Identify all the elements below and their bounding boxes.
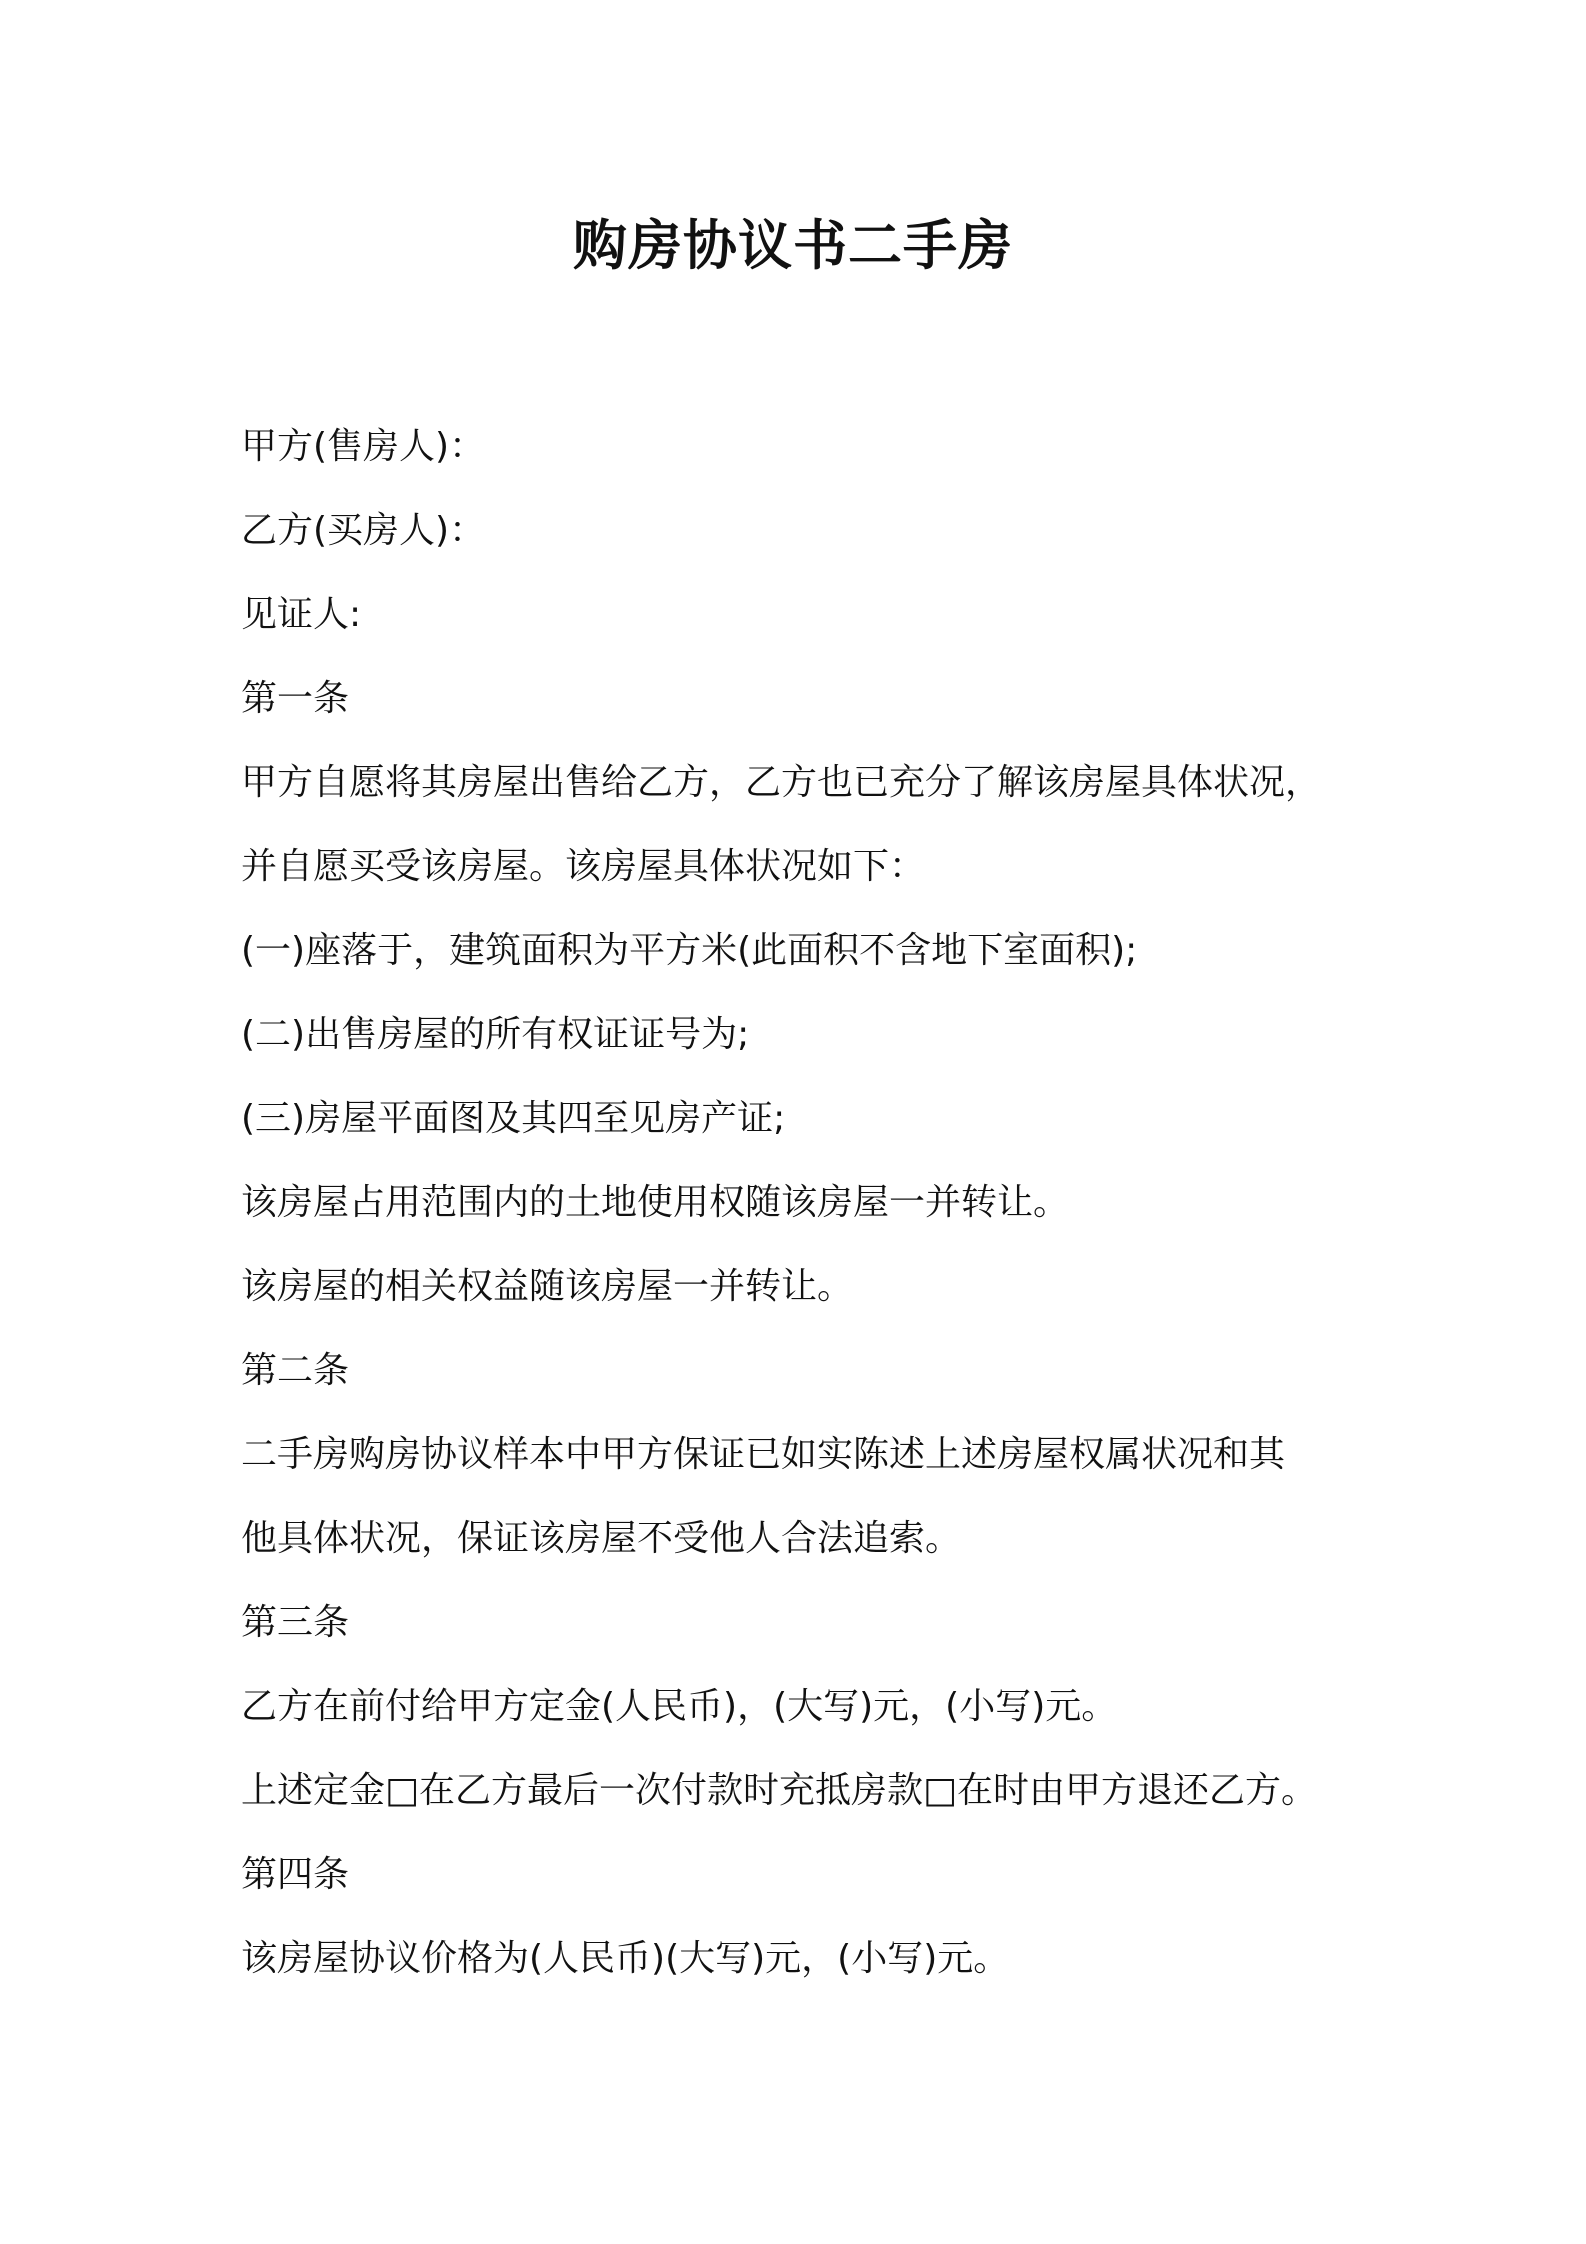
seller-party-line: 甲方(售房人)： — [241, 426, 486, 467]
witness-line: 见证人: — [241, 594, 362, 635]
buyer-party-line: 乙方(买房人)： — [241, 510, 486, 551]
article-1-item-2: (二)出售房屋的所有权证证号为; — [241, 1014, 750, 1055]
deposit-handling-line: 上述定金□在乙方最后一次付款时充抵房款□在时由甲方退还乙方。 — [241, 1770, 1318, 1811]
document-body — [241, 405, 1361, 2001]
land-use-right-line: 该房屋占用范围内的土地使用权随该房屋一并转让。 — [241, 1182, 1070, 1223]
article-2-paragraph-line: 他具体状况，保证该房屋不受他人合法追索。 — [241, 1518, 962, 1559]
related-rights-line: 该房屋的相关权益随该房屋一并转让。 — [241, 1266, 854, 1307]
article-1-item-1: (一)座落于，建筑面积为平方米(此面积不含地下室面积); — [241, 930, 1138, 971]
article-2-heading: 第二条 — [241, 1350, 350, 1391]
article-1-item-3: (三)房屋平面图及其四至见房产证; — [241, 1098, 786, 1139]
article-1-paragraph-line: 并自愿买受该房屋。该房屋具体状况如下： — [241, 846, 926, 887]
article-1-paragraph-line: 甲方自愿将其房屋出售给乙方，乙方也已充分了解该房屋具体状况， — [241, 762, 1322, 803]
article-1-heading: 第一条 — [241, 678, 350, 719]
article-2-paragraph-line: 二手房购房协议样本中甲方保证已如实陈述上述房屋权属状况和其 — [241, 1434, 1286, 1475]
deposit-amount-line: 乙方在前付给甲方定金(人民币)，(大写)元，(小写)元。 — [241, 1686, 1118, 1727]
article-4-heading: 第四条 — [241, 1854, 350, 1895]
agreed-price-line: 该房屋协议价格为(人民币)(大写)元，(小写)元。 — [241, 1938, 1010, 1979]
article-3-heading: 第三条 — [241, 1602, 350, 1643]
document-title: 购房协议书二手房 — [573, 214, 1013, 277]
